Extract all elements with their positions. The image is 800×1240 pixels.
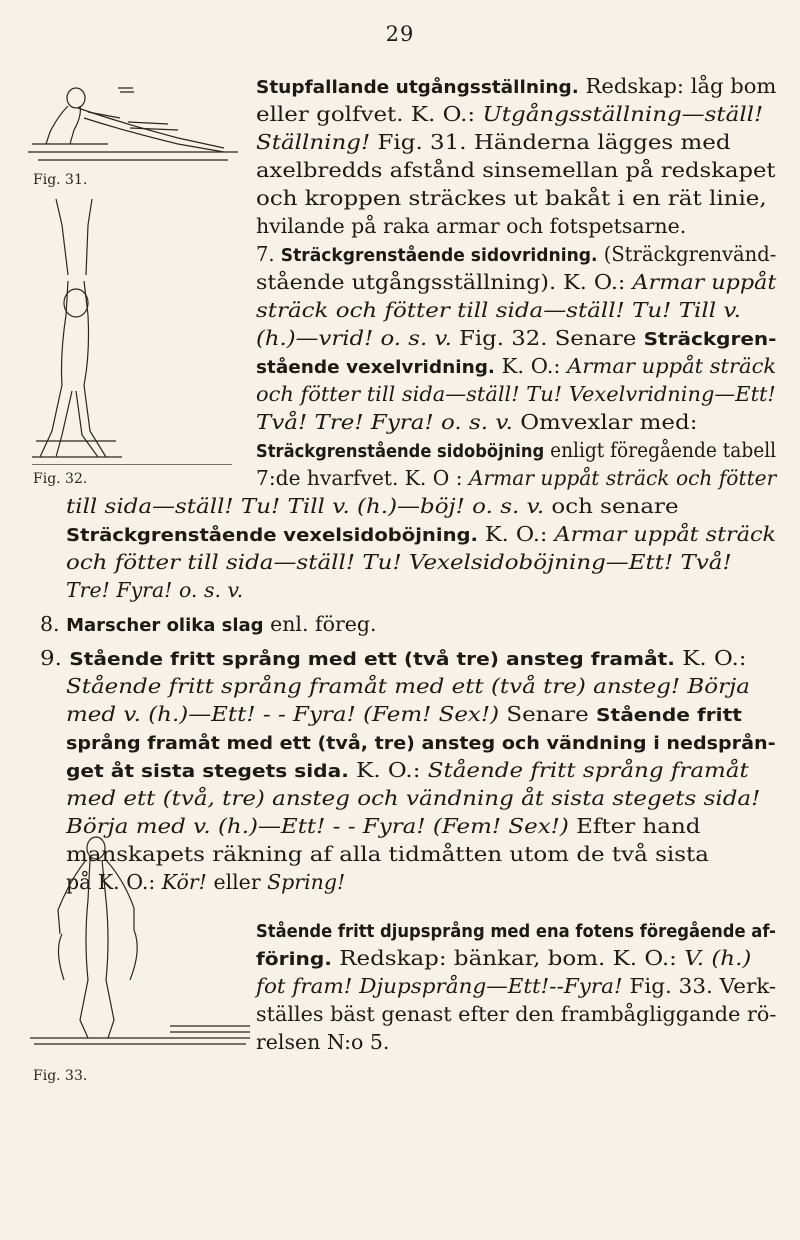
italic-command-text: Armar uppåt sträck: [567, 354, 777, 378]
figure-32-illustration: [32, 195, 232, 465]
text-line: [66, 842, 709, 866]
text-line: [66, 702, 742, 728]
body-text-segment: Senare: [499, 702, 597, 726]
text-line: [66, 730, 776, 756]
italic-command-text: med ett (två, tre) ansteg och vändning åt sista stegets sida!: [66, 786, 761, 810]
text-line: [256, 298, 741, 322]
text-line: [66, 786, 760, 810]
text-line: [66, 758, 749, 784]
text-line: [256, 974, 776, 998]
figure-33-label: Fig. 33.: [33, 1068, 88, 1084]
text-line: [256, 1002, 776, 1026]
italic-command-text: Armar uppåt sträck och fötter: [468, 466, 777, 490]
body-text-segment: 9.: [40, 646, 70, 670]
body-text-segment: 8.: [40, 612, 67, 636]
figure-31-illustration: [28, 82, 238, 170]
italic-command-text: och fötter till sida—ställ! Tu! Vexelsidoböjning—Ett! Två!: [66, 550, 732, 574]
text-line: [66, 870, 345, 894]
body-text-segment: Redskap: bänkar, bom. K. O.:: [331, 946, 685, 970]
body-text-segment: Fig. 33. Verk-: [622, 974, 777, 998]
body-text-segment: K. O.:: [348, 758, 428, 782]
body-text-segment: enligt föregående tabell: [544, 438, 777, 462]
text-line: [256, 102, 763, 126]
standing-stretch-figure-icon: [32, 195, 232, 465]
body-text-segment: ställes bäst genast efter den frambågliggande rö-: [256, 1002, 777, 1026]
text-line: [256, 74, 776, 100]
body-text-segment: Efter hand: [568, 814, 701, 838]
text-line: [256, 354, 776, 380]
body-text-segment: stående utgångsställning). K. O.:: [256, 270, 633, 294]
text-line: [256, 918, 776, 944]
italic-command-text: (h.)—vrid! o. s. v.: [256, 326, 452, 350]
text-line: [256, 466, 776, 490]
italic-command-text: Armar uppåt: [632, 270, 777, 294]
italic-command-text: Stående fritt språng framåt: [427, 758, 749, 782]
body-text-segment: eller: [206, 870, 268, 894]
page-number: 29: [385, 22, 415, 46]
bold-heading-text: Sträckgrenstående sidoböjning: [256, 441, 545, 462]
text-line: [66, 814, 700, 838]
bold-heading-text: Marscher olika slag: [66, 615, 264, 636]
italic-command-text: Kör!: [161, 870, 207, 894]
body-text-segment: hvilande på raka armar och fotspetsarne.: [256, 214, 687, 238]
text-line: [256, 270, 776, 294]
italic-command-text: Tre! Fyra! o. s. v.: [66, 578, 244, 602]
body-text-segment: Fig. 31. Händerna lägges med: [370, 130, 731, 154]
body-text-segment: manskapets räkning af alla tidmåtten utom de två sista: [66, 842, 709, 866]
body-text-segment: relsen N:o 5.: [256, 1030, 390, 1054]
body-text-segment: 7:de hvarfvet. K. O :: [256, 466, 469, 490]
italic-command-text: sträck och fötter till sida—ställ! Tu! Till v.: [256, 298, 741, 322]
text-line: [66, 550, 732, 574]
bold-heading-text: Sträckgrenstående vexelsidoböjning.: [66, 525, 478, 546]
text-line: [66, 578, 243, 602]
text-line: [256, 382, 776, 406]
italic-command-text: Stående fritt språng framåt med ett (två tre) ansteg! Börja: [66, 674, 750, 698]
body-text-segment: på K. O.:: [66, 870, 162, 894]
text-line: [256, 410, 697, 434]
text-line: [40, 612, 377, 638]
bold-heading-text: Stupfallande utgångsställning.: [256, 77, 579, 98]
body-text-segment: Redskap: låg bom: [578, 74, 777, 98]
body-text-segment: enl. föreg.: [263, 612, 377, 636]
body-text-segment: K. O.:: [477, 522, 555, 546]
italic-command-text: Ställning!: [256, 130, 371, 154]
bold-heading-text: Stående fritt språng med ett (två tre) ansteg framåt.: [69, 649, 675, 670]
bold-heading-text: föring.: [256, 949, 332, 970]
body-text-segment: 7.: [256, 242, 281, 266]
italic-command-text: Utgångsställning—ställ!: [482, 102, 764, 126]
body-text-segment: Omvexlar med:: [512, 410, 698, 434]
text-line: [40, 646, 747, 672]
text-line: [256, 214, 686, 238]
italic-command-text: Spring!: [267, 870, 346, 894]
text-line: [256, 130, 731, 154]
italic-command-text: Armar uppåt sträck: [554, 522, 776, 546]
body-text-segment: K. O.:: [674, 646, 747, 670]
text-line: [256, 946, 751, 972]
text-line: [66, 494, 679, 518]
bold-heading-text: stående vexelvridning.: [256, 357, 495, 378]
body-text-segment: eller golfvet. K. O.:: [256, 102, 483, 126]
bold-heading-text: Sträckgren-: [643, 329, 777, 350]
figure-32-label: Fig. 32.: [33, 471, 88, 487]
italic-command-text: V. (h.): [684, 946, 752, 970]
bold-heading-text: Sträckgrenstående sidovridning.: [280, 245, 598, 266]
bold-heading-text: Stående fritt djupsprång med ena fotens föregående af-: [256, 921, 776, 942]
italic-command-text: Två! Tre! Fyra! o. s. v.: [256, 410, 513, 434]
italic-command-text: och fötter till sida—ställ! Tu! Vexelvridning—Ett!: [256, 382, 776, 406]
text-line: [256, 1030, 389, 1054]
push-up-figure-icon: [28, 82, 238, 170]
italic-command-text: till sida—ställ! Tu! Till v. (h.)—böj! o. s. v.: [66, 494, 545, 518]
body-text-segment: och kroppen sträckes ut bakåt i en rät linie,: [256, 186, 767, 210]
text-line: [256, 186, 767, 210]
italic-command-text: fot fram! Djupsprång—Ett!--Fyra!: [256, 974, 623, 998]
text-line: [66, 522, 776, 548]
figure-31-label: Fig. 31.: [33, 172, 88, 188]
text-line: [256, 438, 776, 464]
bold-heading-text: Stående fritt: [596, 705, 742, 726]
bold-heading-text: språng framåt med ett (två, tre) ansteg och vändning i nedsprån-: [66, 733, 776, 754]
text-line: [66, 674, 750, 698]
italic-command-text: Börja med v. (h.)—Ett! - - Fyra! (Fem! Sex!): [66, 814, 569, 838]
body-text-segment: Fig. 32. Senare: [451, 326, 644, 350]
body-text-segment: K. O.:: [494, 354, 568, 378]
text-line: [256, 242, 776, 268]
text-line: [256, 158, 776, 182]
body-text-segment: axelbredds afstånd sinsemellan på redskapet: [256, 158, 776, 182]
body-text-segment: och senare: [544, 494, 679, 518]
body-text-segment: (Sträckgrenvänd-: [597, 242, 777, 266]
italic-command-text: med v. (h.)—Ett! - - Fyra! (Fem! Sex!): [66, 702, 500, 726]
text-line: [256, 326, 776, 352]
bold-heading-text: get åt sista stegets sida.: [66, 761, 349, 782]
